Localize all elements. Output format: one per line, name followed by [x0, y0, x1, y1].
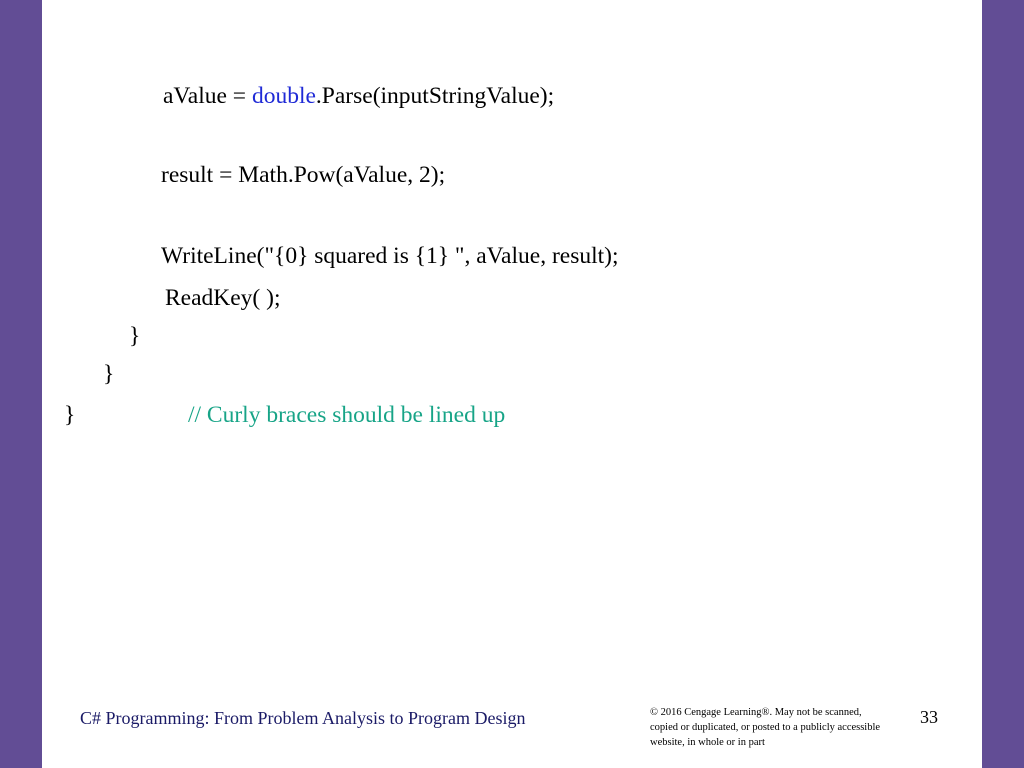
keyword-double: double: [251, 83, 316, 109]
code-line-pow: result = Math.Pow(aValue, 2);: [161, 162, 446, 188]
closing-brace: }: [64, 402, 76, 428]
code-text: aValue =: [163, 83, 252, 109]
code-line-readkey: ReadKey( );: [165, 285, 281, 311]
code-line-parse: [163, 82, 554, 110]
footer-title: C# Programming: From Problem Analysis to Program Design: [80, 708, 526, 728]
left-side-bar: [0, 0, 42, 768]
code-line-closing-brace-namespace: [64, 401, 75, 429]
footer-copyright: © 2016 Cengage Learning®. May not be scanned, copied or duplicated, or posted to a publicly accessible website, in whole or in part: [650, 707, 881, 748]
code-line-closing-brace-class: }: [103, 361, 115, 387]
page-number: 33: [920, 707, 938, 727]
code-comment: // Curly braces should be lined up: [188, 402, 506, 428]
right-side-bar: [982, 0, 1024, 768]
code-line-writeline: WriteLine("{0} squared is {1} ", aValue, result);: [161, 243, 619, 269]
code-line-closing-brace-method: }: [129, 323, 141, 349]
code-text: .Parse(inputStringValue);: [315, 83, 555, 109]
